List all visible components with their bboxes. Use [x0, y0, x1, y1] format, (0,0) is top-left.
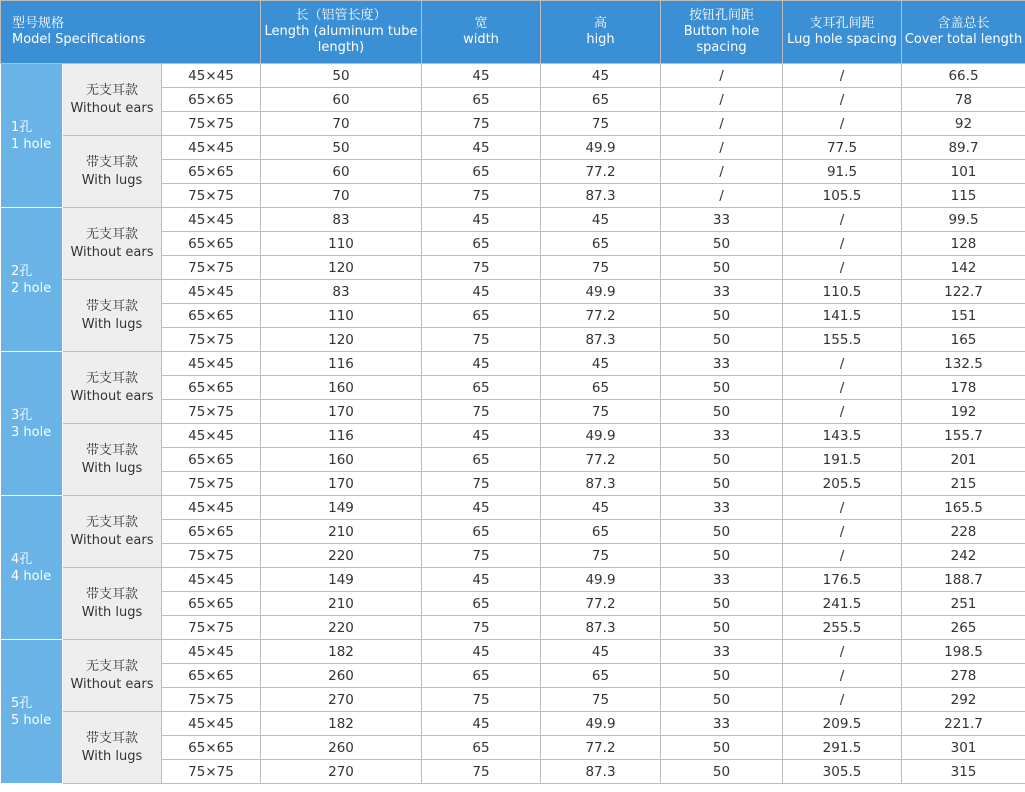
cover-length-cell: 292: [902, 688, 1025, 712]
width-cell: 65: [422, 592, 541, 616]
length-cell: 160: [261, 376, 422, 400]
variant-label-zh: 无支耳款: [85, 82, 138, 98]
spec-cell: 45×45: [162, 496, 261, 520]
spec-cell: 45×45: [162, 712, 261, 736]
button-spacing-cell: 33: [661, 640, 783, 664]
width-cell: 75: [422, 256, 541, 280]
variant-label-en: Without ears: [70, 532, 154, 548]
button-spacing-cell: /: [661, 88, 783, 112]
table-row: [1, 568, 1025, 592]
cover-length-cell: 66.5: [902, 64, 1025, 88]
width-cell: 45: [422, 640, 541, 664]
spec-cell: 65×65: [162, 736, 261, 760]
high-cell: 45: [541, 352, 661, 376]
hole-group-en: 1 hole: [11, 136, 52, 152]
variant-label-en: Without ears: [70, 676, 154, 692]
button-spacing-cell: 50: [661, 232, 783, 256]
lug-spacing-cell: /: [783, 232, 902, 256]
header-length: [261, 1, 422, 64]
high-cell: 65: [541, 232, 661, 256]
length-cell: 116: [261, 424, 422, 448]
spec-cell: 45×45: [162, 208, 261, 232]
hole-group-en: 4 hole: [11, 568, 52, 584]
hole-group-en: 2 hole: [11, 280, 52, 296]
hole-group-en: 5 hole: [11, 712, 52, 728]
spec-cell: 65×65: [162, 520, 261, 544]
spec-cell: 65×65: [162, 160, 261, 184]
high-cell: 87.3: [541, 328, 661, 352]
spec-cell: 65×65: [162, 304, 261, 328]
high-cell: 49.9: [541, 424, 661, 448]
button-spacing-cell: 50: [661, 544, 783, 568]
cover-length-cell: 265: [902, 616, 1025, 640]
variant-label-en: Without ears: [70, 100, 154, 116]
width-cell: 65: [422, 664, 541, 688]
high-cell: 45: [541, 640, 661, 664]
length-cell: 160: [261, 448, 422, 472]
cover-length-cell: 242: [902, 544, 1025, 568]
variant-label: [63, 424, 162, 496]
length-cell: 220: [261, 544, 422, 568]
header-width: [422, 1, 541, 64]
variant-label-zh: 带支耳款: [85, 442, 138, 458]
cover-length-cell: 221.7: [902, 712, 1025, 736]
variant-label: [63, 64, 162, 136]
length-cell: 70: [261, 184, 422, 208]
lug-spacing-cell: 255.5: [783, 616, 902, 640]
cover-length-cell: 101: [902, 160, 1025, 184]
high-cell: 49.9: [541, 280, 661, 304]
cover-length-cell: 151: [902, 304, 1025, 328]
button-spacing-cell: 50: [661, 616, 783, 640]
lug-spacing-cell: 291.5: [783, 736, 902, 760]
length-cell: 182: [261, 640, 422, 664]
cover-length-cell: 178: [902, 376, 1025, 400]
length-cell: 83: [261, 208, 422, 232]
variant-label-zh: 无支耳款: [85, 514, 138, 530]
header-length-en: Length (aluminum tube length): [264, 24, 418, 55]
high-cell: 87.3: [541, 184, 661, 208]
cover-length-cell: 165.5: [902, 496, 1025, 520]
cover-length-cell: 165: [902, 328, 1025, 352]
lug-spacing-cell: 155.5: [783, 328, 902, 352]
hole-group-zh: 4孔: [11, 551, 33, 567]
button-spacing-cell: 50: [661, 448, 783, 472]
length-cell: 120: [261, 328, 422, 352]
hole-group-label: [1, 64, 63, 208]
spec-cell: 45×45: [162, 424, 261, 448]
high-cell: 49.9: [541, 136, 661, 160]
spec-cell: 45×45: [162, 568, 261, 592]
button-spacing-cell: /: [661, 184, 783, 208]
width-cell: 45: [422, 496, 541, 520]
length-cell: 182: [261, 712, 422, 736]
spec-cell: 65×65: [162, 232, 261, 256]
width-cell: 65: [422, 160, 541, 184]
high-cell: 75: [541, 688, 661, 712]
variant-label-zh: 无支耳款: [85, 658, 138, 674]
button-spacing-cell: 50: [661, 304, 783, 328]
cover-length-cell: 201: [902, 448, 1025, 472]
cover-length-cell: 278: [902, 664, 1025, 688]
button-spacing-cell: 33: [661, 352, 783, 376]
lug-spacing-cell: 241.5: [783, 592, 902, 616]
spec-cell: 45×45: [162, 64, 261, 88]
high-cell: 49.9: [541, 568, 661, 592]
high-cell: 65: [541, 376, 661, 400]
width-cell: 65: [422, 232, 541, 256]
cover-length-cell: 99.5: [902, 208, 1025, 232]
variant-label-en: With lugs: [81, 604, 143, 620]
lug-spacing-cell: 191.5: [783, 448, 902, 472]
width-cell: 45: [422, 136, 541, 160]
cover-length-cell: 128: [902, 232, 1025, 256]
header-model-en: Model Specifications: [12, 32, 146, 47]
width-cell: 75: [422, 472, 541, 496]
lug-spacing-cell: /: [783, 112, 902, 136]
cover-length-cell: 198.5: [902, 640, 1025, 664]
width-cell: 65: [422, 448, 541, 472]
variant-label-zh: 带支耳款: [85, 730, 138, 746]
length-cell: 60: [261, 160, 422, 184]
variant-label-en: With lugs: [81, 748, 143, 764]
width-cell: 45: [422, 352, 541, 376]
lug-spacing-cell: /: [783, 544, 902, 568]
lug-spacing-cell: 141.5: [783, 304, 902, 328]
button-spacing-cell: 50: [661, 736, 783, 760]
table-row: [1, 64, 1025, 88]
cover-length-cell: 122.7: [902, 280, 1025, 304]
lug-spacing-cell: /: [783, 688, 902, 712]
high-cell: 75: [541, 544, 661, 568]
length-cell: 70: [261, 112, 422, 136]
spec-table-body: [1, 64, 1025, 784]
table-row: [1, 712, 1025, 736]
spec-cell: 75×75: [162, 544, 261, 568]
spec-cell: 75×75: [162, 256, 261, 280]
lug-spacing-cell: /: [783, 376, 902, 400]
width-cell: 65: [422, 376, 541, 400]
width-cell: 45: [422, 712, 541, 736]
header-button-spacing-en: Button hole spacing: [683, 24, 760, 55]
cover-length-cell: 251: [902, 592, 1025, 616]
high-cell: 45: [541, 208, 661, 232]
cover-length-cell: 215: [902, 472, 1025, 496]
high-cell: 77.2: [541, 304, 661, 328]
button-spacing-cell: 50: [661, 376, 783, 400]
high-cell: 87.3: [541, 616, 661, 640]
high-cell: 77.2: [541, 448, 661, 472]
header-button-spacing-zh: 按钮孔间距: [688, 8, 754, 23]
button-spacing-cell: 50: [661, 328, 783, 352]
table-row: [1, 208, 1025, 232]
variant-label: [63, 208, 162, 280]
spec-cell: 75×75: [162, 688, 261, 712]
length-cell: 270: [261, 760, 422, 784]
lug-spacing-cell: 91.5: [783, 160, 902, 184]
header-cover-length-zh: 含盖总长: [937, 16, 990, 31]
table-row: [1, 136, 1025, 160]
header-cover-length-en: Cover total length: [904, 32, 1023, 47]
length-cell: 110: [261, 304, 422, 328]
width-cell: 45: [422, 208, 541, 232]
width-cell: 65: [422, 88, 541, 112]
width-cell: 75: [422, 400, 541, 424]
button-spacing-cell: /: [661, 136, 783, 160]
length-cell: 120: [261, 256, 422, 280]
length-cell: 83: [261, 280, 422, 304]
length-cell: 50: [261, 64, 422, 88]
lug-spacing-cell: /: [783, 520, 902, 544]
lug-spacing-cell: 77.5: [783, 136, 902, 160]
variant-label-en: Without ears: [70, 388, 154, 404]
variant-label-en: With lugs: [81, 460, 143, 476]
high-cell: 65: [541, 520, 661, 544]
high-cell: 65: [541, 88, 661, 112]
button-spacing-cell: 50: [661, 760, 783, 784]
length-cell: 110: [261, 232, 422, 256]
hole-group-label: [1, 352, 63, 496]
cover-length-cell: 115: [902, 184, 1025, 208]
variant-label: [63, 568, 162, 640]
lug-spacing-cell: /: [783, 664, 902, 688]
high-cell: 75: [541, 112, 661, 136]
variant-label-zh: 带支耳款: [85, 298, 138, 314]
button-spacing-cell: 33: [661, 568, 783, 592]
button-spacing-cell: 50: [661, 664, 783, 688]
width-cell: 65: [422, 736, 541, 760]
spec-cell: 45×45: [162, 640, 261, 664]
spec-cell: 65×65: [162, 88, 261, 112]
button-spacing-cell: 50: [661, 592, 783, 616]
width-cell: 75: [422, 760, 541, 784]
lug-spacing-cell: /: [783, 352, 902, 376]
header-high-en: high: [586, 32, 615, 47]
width-cell: 45: [422, 568, 541, 592]
hole-group-label: [1, 496, 63, 640]
header-high-zh: 高: [593, 16, 607, 31]
spec-cell: 75×75: [162, 616, 261, 640]
lug-spacing-cell: 209.5: [783, 712, 902, 736]
variant-label: [63, 352, 162, 424]
width-cell: 45: [422, 424, 541, 448]
variant-label: [63, 640, 162, 712]
high-cell: 87.3: [541, 760, 661, 784]
variant-label: [63, 712, 162, 784]
spec-cell: 65×65: [162, 664, 261, 688]
length-cell: 210: [261, 520, 422, 544]
header-lug-spacing-zh: 支耳孔间距: [809, 16, 875, 31]
length-cell: 260: [261, 736, 422, 760]
width-cell: 65: [422, 304, 541, 328]
cover-length-cell: 188.7: [902, 568, 1025, 592]
length-cell: 60: [261, 88, 422, 112]
spec-cell: 45×45: [162, 280, 261, 304]
spec-cell: 75×75: [162, 328, 261, 352]
spec-cell: 75×75: [162, 112, 261, 136]
width-cell: 75: [422, 544, 541, 568]
variant-label-zh: 带支耳款: [85, 154, 138, 170]
lug-spacing-cell: 105.5: [783, 184, 902, 208]
table-row: [1, 640, 1025, 664]
lug-spacing-cell: 176.5: [783, 568, 902, 592]
spec-cell: 45×45: [162, 352, 261, 376]
width-cell: 75: [422, 328, 541, 352]
hole-group-label: [1, 208, 63, 352]
length-cell: 170: [261, 400, 422, 424]
high-cell: 49.9: [541, 712, 661, 736]
width-cell: 75: [422, 688, 541, 712]
length-cell: 50: [261, 136, 422, 160]
high-cell: 87.3: [541, 472, 661, 496]
cover-length-cell: 92: [902, 112, 1025, 136]
header-cover-length: [902, 1, 1025, 64]
header-lug-spacing: [783, 1, 902, 64]
button-spacing-cell: 50: [661, 472, 783, 496]
length-cell: 116: [261, 352, 422, 376]
lug-spacing-cell: /: [783, 496, 902, 520]
button-spacing-cell: 33: [661, 424, 783, 448]
length-cell: 210: [261, 592, 422, 616]
hole-group-zh: 3孔: [11, 407, 33, 423]
header-model-zh: 型号规格: [12, 16, 65, 31]
button-spacing-cell: 50: [661, 400, 783, 424]
length-cell: 170: [261, 472, 422, 496]
lug-spacing-cell: /: [783, 88, 902, 112]
width-cell: 65: [422, 520, 541, 544]
lug-spacing-cell: 143.5: [783, 424, 902, 448]
table-row: [1, 352, 1025, 376]
spec-cell: 75×75: [162, 760, 261, 784]
header-button-spacing: [661, 1, 783, 64]
lug-spacing-cell: 110.5: [783, 280, 902, 304]
length-cell: 220: [261, 616, 422, 640]
cover-length-cell: 142: [902, 256, 1025, 280]
spec-cell: 75×75: [162, 400, 261, 424]
width-cell: 75: [422, 112, 541, 136]
variant-label-zh: 无支耳款: [85, 226, 138, 242]
header-row: [1, 1, 1025, 64]
high-cell: 75: [541, 400, 661, 424]
header-model: [1, 1, 261, 64]
variant-label: [63, 496, 162, 568]
cover-length-cell: 155.7: [902, 424, 1025, 448]
spec-cell: 65×65: [162, 592, 261, 616]
width-cell: 45: [422, 64, 541, 88]
lug-spacing-cell: /: [783, 64, 902, 88]
button-spacing-cell: 50: [661, 520, 783, 544]
length-cell: 149: [261, 568, 422, 592]
header-length-zh: 长（铝管长度）: [295, 8, 387, 23]
button-spacing-cell: 33: [661, 496, 783, 520]
variant-label-en: Without ears: [70, 244, 154, 260]
button-spacing-cell: 33: [661, 280, 783, 304]
cover-length-cell: 192: [902, 400, 1025, 424]
button-spacing-cell: 50: [661, 688, 783, 712]
hole-group-zh: 2孔: [11, 263, 33, 279]
variant-label-en: With lugs: [81, 172, 143, 188]
header-lug-spacing-en: Lug hole spacing: [787, 32, 897, 47]
width-cell: 75: [422, 184, 541, 208]
cover-length-cell: 301: [902, 736, 1025, 760]
spec-cell: 75×75: [162, 184, 261, 208]
hole-group-label: [1, 640, 63, 784]
spec-cell: 45×45: [162, 136, 261, 160]
high-cell: 77.2: [541, 160, 661, 184]
cover-length-cell: 89.7: [902, 136, 1025, 160]
length-cell: 260: [261, 664, 422, 688]
length-cell: 149: [261, 496, 422, 520]
table-row: [1, 496, 1025, 520]
cover-length-cell: 132.5: [902, 352, 1025, 376]
high-cell: 45: [541, 496, 661, 520]
high-cell: 65: [541, 664, 661, 688]
variant-label: [63, 136, 162, 208]
cover-length-cell: 78: [902, 88, 1025, 112]
width-cell: 75: [422, 616, 541, 640]
spec-cell: 75×75: [162, 472, 261, 496]
header-width-zh: 宽: [474, 16, 488, 31]
button-spacing-cell: /: [661, 160, 783, 184]
button-spacing-cell: /: [661, 112, 783, 136]
variant-label: [63, 280, 162, 352]
high-cell: 75: [541, 256, 661, 280]
cover-length-cell: 315: [902, 760, 1025, 784]
length-cell: 270: [261, 688, 422, 712]
lug-spacing-cell: /: [783, 208, 902, 232]
high-cell: 77.2: [541, 592, 661, 616]
hole-group-zh: 5孔: [11, 695, 33, 711]
variant-label-zh: 带支耳款: [85, 586, 138, 602]
variant-label-zh: 无支耳款: [85, 370, 138, 386]
high-cell: 77.2: [541, 736, 661, 760]
lug-spacing-cell: /: [783, 256, 902, 280]
header-high: [541, 1, 661, 64]
table-row: [1, 280, 1025, 304]
lug-spacing-cell: /: [783, 640, 902, 664]
button-spacing-cell: 50: [661, 256, 783, 280]
button-spacing-cell: 33: [661, 712, 783, 736]
hole-group-en: 3 hole: [11, 424, 52, 440]
width-cell: 45: [422, 280, 541, 304]
high-cell: 45: [541, 64, 661, 88]
lug-spacing-cell: /: [783, 400, 902, 424]
lug-spacing-cell: 305.5: [783, 760, 902, 784]
spec-cell: 65×65: [162, 376, 261, 400]
header-width-en: width: [463, 32, 499, 47]
lug-spacing-cell: 205.5: [783, 472, 902, 496]
hole-group-zh: 1孔: [11, 119, 33, 135]
variant-label-en: With lugs: [81, 316, 143, 332]
button-spacing-cell: 33: [661, 208, 783, 232]
table-row: [1, 424, 1025, 448]
cover-length-cell: 228: [902, 520, 1025, 544]
button-spacing-cell: /: [661, 64, 783, 88]
spec-cell: 65×65: [162, 448, 261, 472]
